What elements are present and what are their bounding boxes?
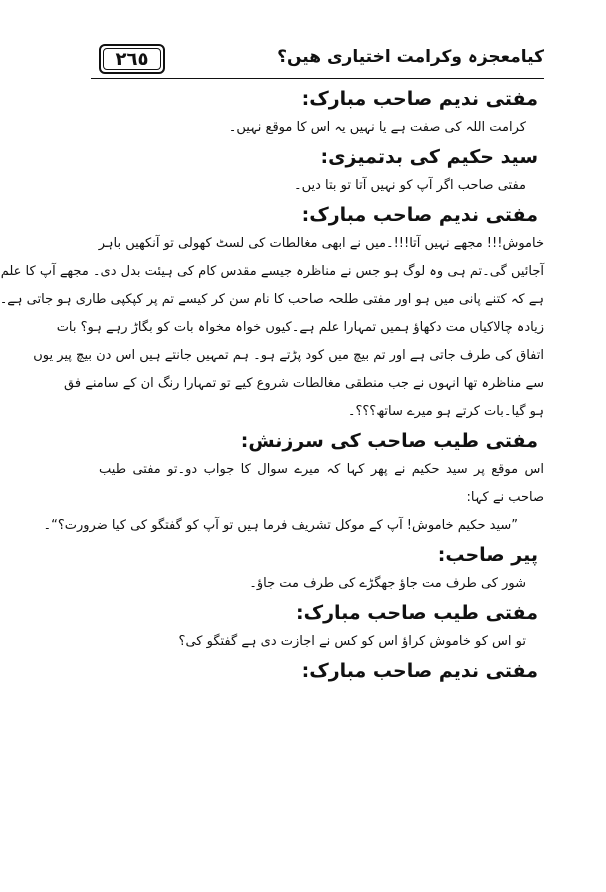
body-text-line: زیادہ چالاکیاں مت دکھاؤ ہمیں تمہارا علم ہے۔کیوں خواہ مخواہ بات کو بگاڑ رہے ہو؟ بات (56, 320, 544, 335)
body-text-line: شور کی طرف مت جاؤ جھگڑے کی طرف مت جاؤ۔ (249, 576, 526, 591)
body-text-line: کرامت اللہ کی صفت ہے یا نہیں یہ اس کا موقع نہیں۔ (228, 120, 526, 135)
running-title: کیامعجزہ وکرامت اختیاری ھیں؟ (277, 47, 544, 67)
body-text-line: مفتی صاحب اگر آپ کو نہیں آتا تو بتا دیں۔ (293, 178, 526, 193)
body-text-line: اتفاق کی طرف جاتی ہے اور تم بیچ میں کود پڑتے ہو۔ ہم تمہیں جانتے ہیں اس دن بیچ پیر یوں (33, 348, 544, 363)
header-rule (91, 78, 544, 79)
body-text-line: اس موقع پر سید حکیم نے پھر کہا کہ میرے سوال کا جواب دو۔تو مفتی طیب (99, 462, 544, 477)
body-text-line: خاموش!!! مجھے نہیں آتا!!!۔میں نے ابھی مغالطات کی لسٹ کھولی تو آنکھیں باہر (98, 236, 544, 251)
body-text-line: ہو گیا۔بات کرتے ہو میرے ساتھ؟؟؟۔ (347, 404, 544, 419)
speaker-heading: مفتی طیب صاحب مبارک: (296, 602, 538, 624)
speaker-heading: پیر صاحب: (437, 544, 538, 566)
body-text-line: تو اس کو خاموش کراؤ اس کو کس نے اجازت دی ہے گفتگو کی؟ (178, 634, 526, 649)
speaker-heading: سید حکیم کی بدتمیزی: (320, 146, 538, 168)
speaker-heading: مفتی ندیم صاحب مبارک: (301, 660, 538, 682)
page-number: ٢٦٥ (99, 44, 165, 74)
speaker-heading: مفتی ندیم صاحب مبارک: (301, 204, 538, 226)
speaker-heading: مفتی ندیم صاحب مبارک: (301, 88, 538, 110)
body-text-line: ہے کہ کتنے پانی میں ہو اور مفتی طلحہ صاحب کا نام سن کر کیسے تم پر کپکپی طاری ہو جاتی ہے۔ (0, 292, 544, 307)
speaker-heading: مفتی طیب صاحب کی سرزنش: (240, 430, 538, 452)
page-body (0, 84, 544, 686)
body-text-line: ”سید حکیم خاموش! آپ کے موکل تشریف فرما ہیں تو آپ کو گفتگو کی کیا ضرورت؟“۔ (43, 518, 518, 533)
body-text-line: صاحب نے کہا: (466, 490, 544, 505)
body-text-line: سے مناظرہ تھا انہوں نے جب منطقی مغالطات شروع کیے تو تمہارا رنگ ان کے سامنے فق (64, 376, 544, 391)
body-text-line: آجائیں گی۔تم ہی وہ لوگ ہو جس نے مناظرہ جیسے مقدس کام کی ہیئت بدل دی۔ مجھے آپ کا علم (0, 264, 544, 279)
